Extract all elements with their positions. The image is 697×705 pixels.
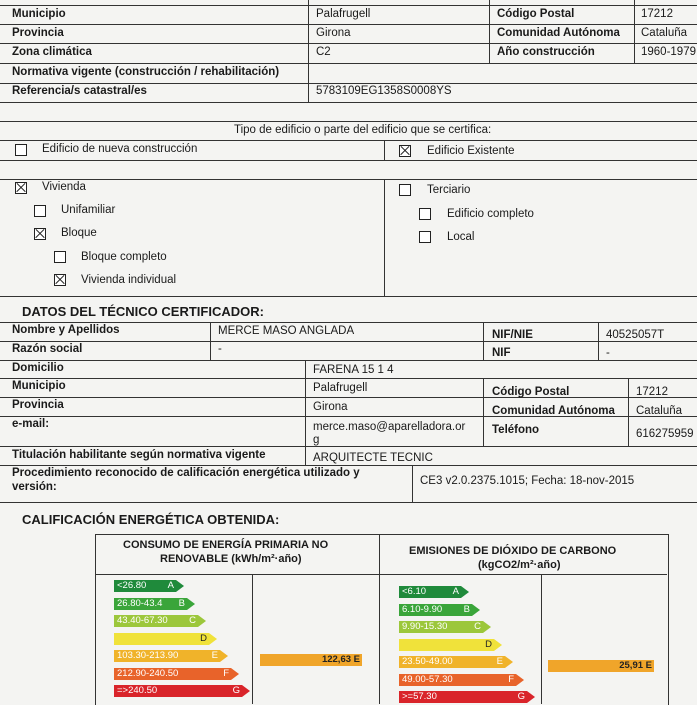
scale-bar-b [114,598,187,610]
referencia-value: 5783109EG1358S0008YS [316,85,452,97]
emisiones-letter: E [645,660,652,671]
cp-label: Código Postal [497,8,575,20]
scale-range: >=57.30 [402,691,437,702]
scale-arrow [461,586,469,598]
scale-letter: A [452,586,459,597]
nombre-value: MERCE MASO ANGLADA [218,325,355,337]
checkbox-vivienda[interactable] [15,182,27,194]
scale-letter: F [223,667,229,679]
scale-bar-d [399,639,494,651]
scale-bar-b [399,604,472,616]
scale-letter: D [200,632,207,644]
domicilio-value: FARENA 15 1 4 [313,364,394,376]
scale-bar-g [399,691,527,703]
col-border [384,140,385,160]
email-label: e-mail: [12,418,50,430]
col-border [412,465,413,502]
scale-range: <26.80 [117,580,147,591]
col-border [308,0,309,102]
row-border [0,360,697,361]
provincia-label: Provincia [12,27,64,39]
scale-range: 212.90-240.50 [117,667,179,679]
scale-arrow [483,621,491,633]
terciario-label: Terciario [427,184,471,196]
scale-bar-e [399,656,505,668]
nombre-label: Nombre y Apellidos [12,324,120,336]
row-border [0,24,697,25]
cp-value: 17212 [636,386,668,398]
col-border [483,322,484,360]
ca-label: Comunidad Autónoma [492,405,615,417]
scale-letter: C [474,621,481,632]
scale-bar-g [114,685,242,697]
municipio-label: Municipio [12,380,66,392]
emisiones-title: EMISIONES DE DIÓXIDO DE CARBONO [409,545,617,557]
row-border [0,446,697,447]
telefono-value: 616275959 [636,428,694,440]
technician-title: DATOS DEL TÉCNICO CERTIFICADOR: [22,304,264,319]
row-border [0,341,697,342]
scale-bar-a [399,586,461,598]
telefono-label: Teléfono [492,424,540,436]
scale-range: <6.10 [402,586,427,597]
row-border [0,121,697,122]
scale-range: 9.90-15.30 [402,621,448,632]
scale-arrow [527,691,535,703]
zona-label: Zona climática [12,46,92,58]
scale-bar-a [114,580,176,592]
col-border [634,0,635,64]
row-border [95,574,667,575]
scale-arrow [187,598,195,610]
scale-arrow [231,668,239,680]
col-border [598,322,599,360]
nif-value: - [606,347,610,359]
procedimiento-label-cont: versión: [12,481,57,493]
nifnie-value: 40525057T [606,329,665,341]
emisiones-title-cont: (kgCO2/m²·año) [478,559,561,571]
row-border [0,322,697,323]
scale-letter: E [211,650,218,661]
col-border [489,0,490,64]
row-border [0,140,697,141]
checkbox-bloque[interactable] [34,228,46,240]
provincia-label: Provincia [12,399,64,411]
consumo-indicator [260,654,362,666]
scale-bar-f [399,674,516,686]
scale-arrow [505,656,513,668]
scale-bar-d [114,633,209,645]
checkbox-vivienda-individual[interactable] [54,274,66,286]
bloque-label: Bloque [61,227,97,239]
nif-label: NIF [492,347,511,359]
scale-range: 23.50-49.00 [402,656,453,667]
scale-arrow [472,604,480,616]
scale-range: 43.40-67.30 [117,615,168,626]
provincia-value: Girona [316,27,351,39]
procedimiento-value: CE3 v2.0.2375.1015; Fecha: 18-nov-2015 [420,475,635,487]
unifamiliar-label: Unifamiliar [61,204,116,216]
emisiones-value: 25,91 [619,660,644,671]
normativa-label: Normativa vigente (construcción / rehabilitación) [12,66,280,78]
consumo-title: CONSUMO DE ENERGÍA PRIMARIA NO [123,539,329,551]
col-border [483,378,484,446]
row-border [0,502,697,503]
procedimiento-label: Procedimiento reconocido de calificación energética utilizado y [12,467,360,479]
scale-arrow [198,615,206,627]
existente-label: Edificio Existente [427,145,515,157]
checkbox-existente[interactable] [399,145,411,157]
anio-label: Año construcción [497,46,595,58]
scale-letter: A [167,580,174,591]
checkbox-nueva[interactable] [15,144,27,156]
vivienda-label: Vivienda [42,181,86,193]
col-border [628,378,629,446]
row-border [0,160,697,161]
checkbox-edificio-completo[interactable] [419,208,431,220]
col-border [384,179,385,296]
email-value-cont[interactable]: g [313,434,320,446]
scale-letter: E [496,656,503,667]
building-type-title: Tipo de edificio o parte del edificio que se certifica: [234,124,492,136]
razon-value: - [218,343,222,355]
col-border [379,534,380,704]
row-border [0,378,697,379]
scale-range: 6.10-9.90 [402,603,443,615]
row-border [0,397,697,398]
scale-range: 26.80-43.4 [117,597,163,609]
consumo-value: 122,63 [321,654,352,665]
row-border [0,63,697,64]
consumo-title-cont: RENOVABLE (kWh/m²·año) [160,553,302,565]
scale-letter: G [232,685,240,696]
checkbox-unifamiliar[interactable] [34,205,46,217]
scale-bar-c [399,621,483,633]
ca-label: Comunidad Autónoma [497,27,620,39]
checkbox-local[interactable] [419,231,431,243]
scale-arrow [494,639,502,651]
row-border [0,43,697,44]
col-border [252,574,253,704]
scale-letter: D [485,638,492,650]
row-border [0,179,697,180]
razon-label: Razón social [12,343,83,355]
email-value[interactable]: merce.maso@aparelladora.or [313,421,466,433]
cp-value: 17212 [641,8,673,20]
scale-letter: G [517,691,525,702]
nifnie-label: NIF/NIE [492,329,533,341]
checkbox-terciario[interactable] [399,184,411,196]
checkbox-bloque-completo[interactable] [54,251,66,263]
scale-bar-e [114,650,220,662]
scale-range: =>240.50 [117,685,158,696]
bloque-completo-label: Bloque completo [81,251,167,263]
nueva-label: Edificio de nueva construcción [42,143,198,155]
domicilio-label: Domicilio [12,362,64,374]
row-border [0,296,697,297]
scale-letter: B [463,603,470,615]
zona-value: C2 [316,46,331,58]
ca-value: Cataluña [641,27,688,39]
municipio-label: Municipio [12,8,66,20]
col-border [305,360,306,465]
scale-arrow [220,650,228,662]
edificio-completo-label: Edificio completo [447,208,534,220]
local-label: Local [447,231,475,243]
scale-arrow [516,674,524,686]
scale-arrow [242,685,250,697]
municipio-value: Palafrugell [316,8,371,20]
scale-range: 49.00-57.30 [402,673,453,685]
emisiones-indicator [548,660,654,672]
row-border [0,83,697,84]
scale-arrow [176,580,184,592]
titulacion-value: ARQUITECTE TECNIC [313,452,433,464]
scale-bar-f [114,668,231,680]
cp-label: Código Postal [492,386,570,398]
scale-letter: F [508,673,514,685]
municipio-value: Palafrugell [313,382,368,394]
vivienda-individual-label: Vivienda individual [81,274,177,286]
scale-letter: C [189,615,196,626]
row-border [0,465,697,466]
anio-value: 1960-1979 [641,46,696,58]
referencia-label: Referencia/s catastral/es [12,85,147,97]
consumo-letter: E [353,654,360,665]
scale-letter: B [178,597,185,609]
col-border [210,322,211,360]
row-border [0,5,697,6]
rating-title: CALIFICACIÓN ENERGÉTICA OBTENIDA: [22,512,280,527]
scale-bar-c [114,615,198,627]
titulacion-label: Titulación habilitante según normativa vigente [12,449,266,461]
provincia-value: Girona [313,401,348,413]
col-border [541,574,542,704]
scale-range: 103.30-213.90 [117,650,179,661]
scale-arrow [209,633,217,645]
ca-value: Cataluña [636,405,683,417]
row-border [0,102,697,103]
